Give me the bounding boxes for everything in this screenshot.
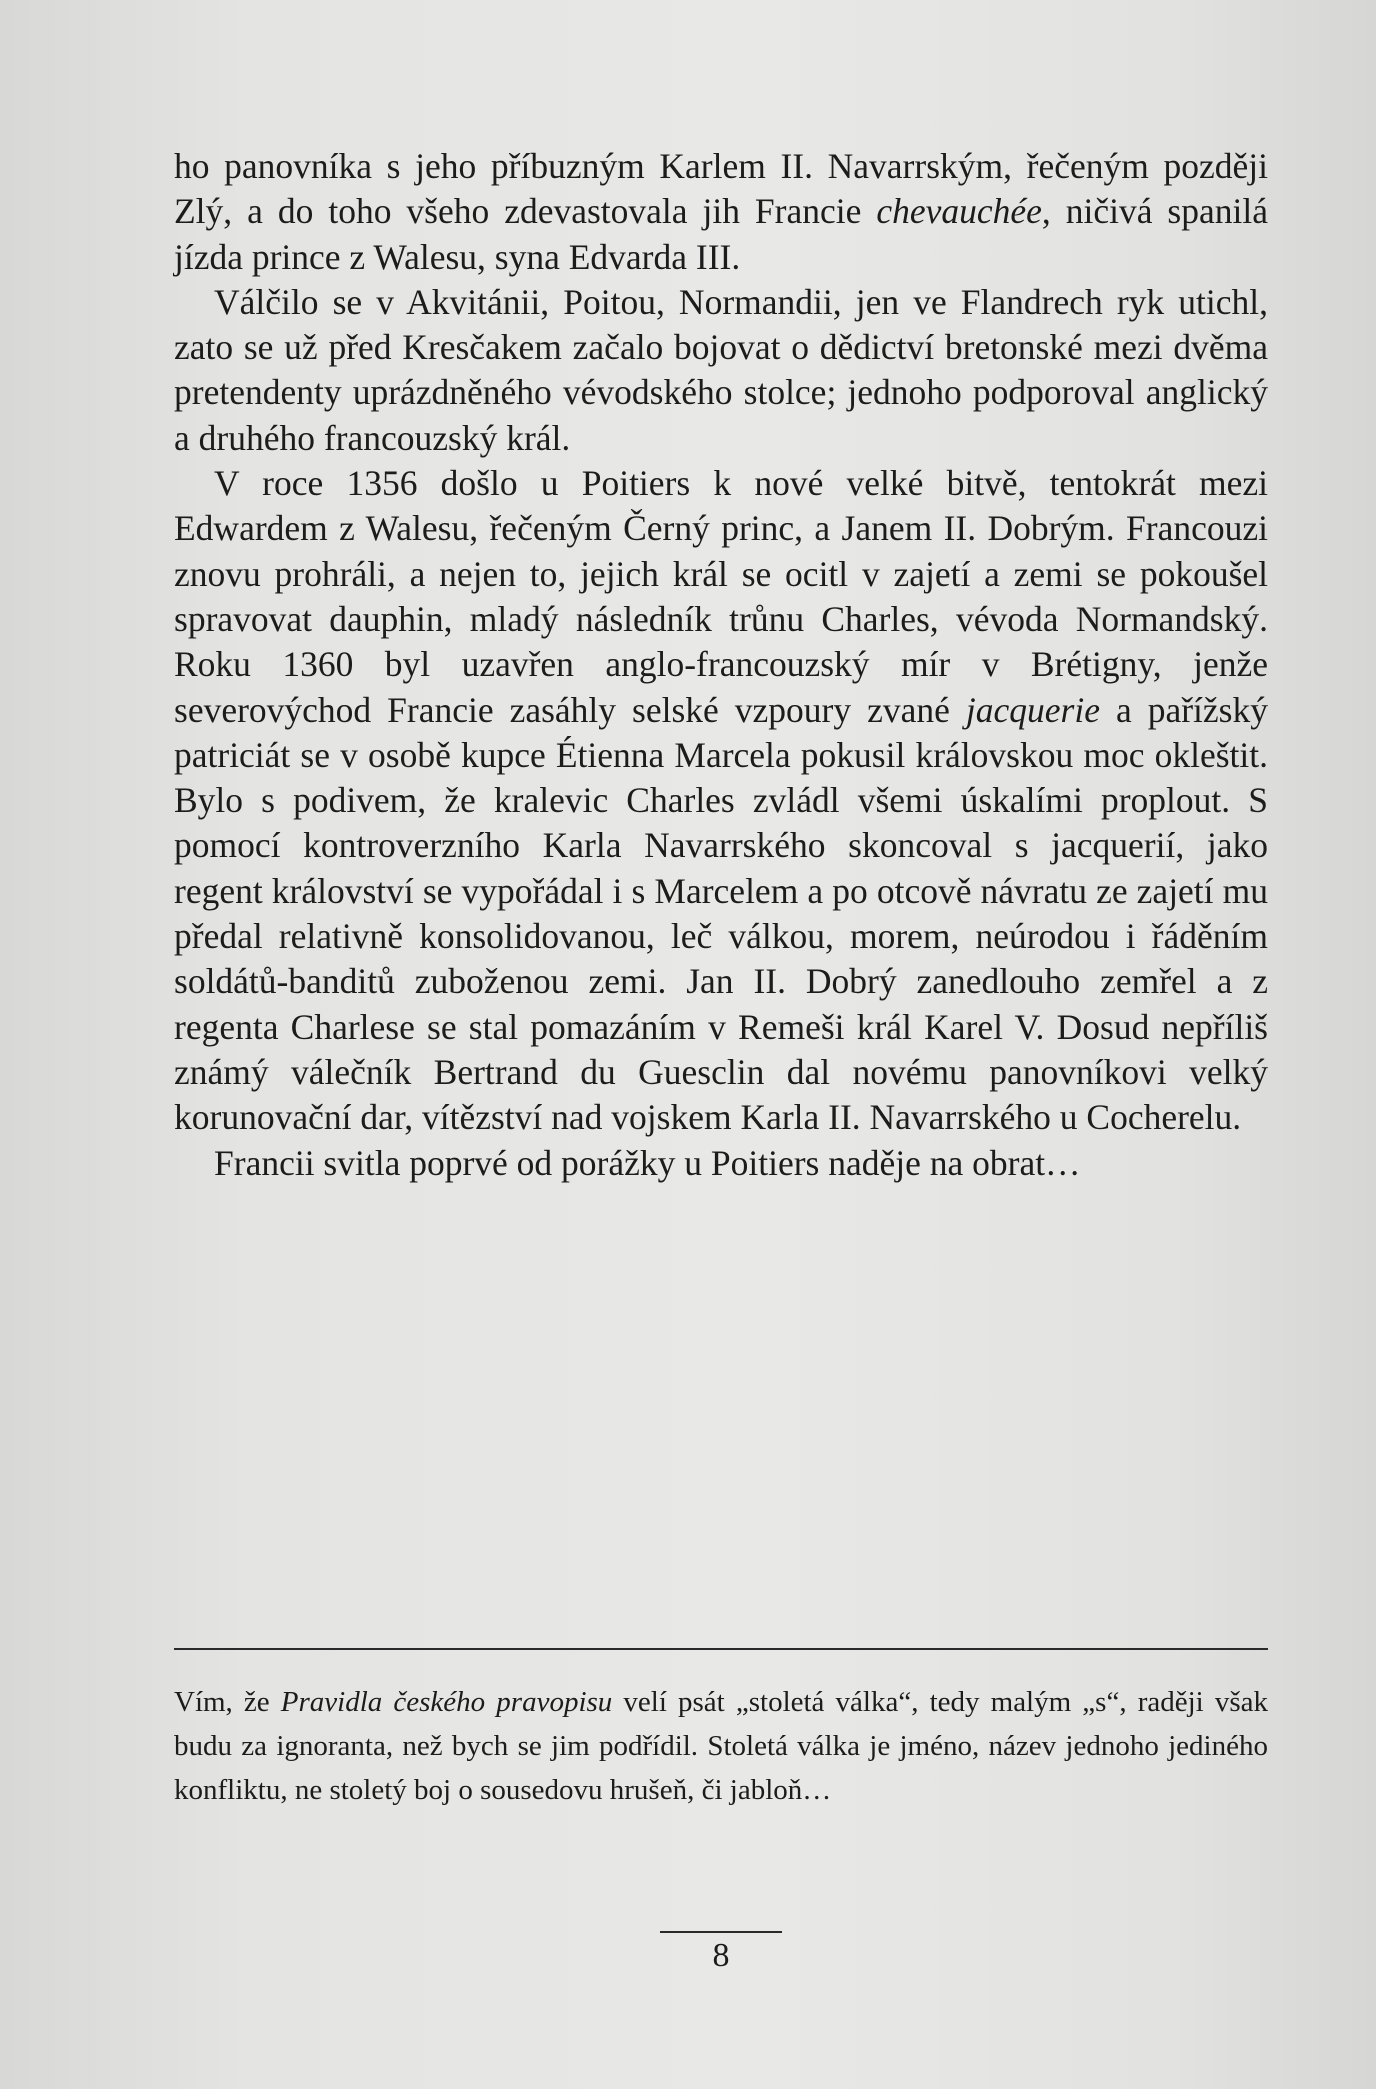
footnote-italic-title: Pravidla českého pravopisu (280, 1686, 613, 1718)
footnote (174, 1680, 1268, 1812)
footnote-text-b: velí psát „stoletá válka“, tedy malým „s“, raději však budu za ignoranta, než bych se jim podřídil. Stoletá válka je jméno, název jednoho jediného konfliktu, ne stoletý boj o sousedovu hrušeň, či jabloň… (174, 1686, 1268, 1806)
paragraph-1-text-a: ho panovníka s jeho příbuzným Karlem II. Navarrským, řečeným později Zlý, a do toho všeho zdevastovala jih Francie (174, 146, 1268, 232)
paragraph-3-italic-term: jacquerie (965, 689, 1100, 730)
footnote-separator (174, 1648, 1268, 1650)
paragraph-2: Válčilo se v Akvitánii, Poitou, Normandii, jen ve Flandrech ryk utichl, zato se už před Kresčakem začalo bojovat o dědictví bretonské mezi dvěma pretendenty uprázdněného vévodského stolce; jednoho podporoval anglický a druhého francouzský král. (174, 281, 1268, 458)
footnote-paragraph (174, 1680, 1268, 1812)
page-number-rule (660, 1931, 782, 1933)
paragraph-4: Francii svitla poprvé od porážky u Poitiers naděje na obrat… (214, 1142, 1081, 1183)
page-number: 8 (712, 1937, 730, 1974)
paragraph-1-text-b: , ničivá spanilá jízda prince z Walesu, syna Edvarda III. (174, 191, 1268, 277)
paragraph-1 (174, 144, 1268, 280)
paragraph-1-italic-term: chevauchée (876, 191, 1042, 232)
paragraph-3-text-b: a pařížský patriciát se v osobě kupce Étienna Marcela pokusil královskou moc okleštit. Bylo s podivem, že kralevic Charles zvládl všemi úskalími proplout. S pomocí kontroverzního Karla Navarrského skoncoval s jacquerií, jako regent království se vypořádal i s Marcelem a po otcově návratu ze zajetí mu předal relativně konsolidovanou, leč válkou, morem, neúrodou i řáděním soldátů-banditů zuboženou zemi. Jan II. Dobrý zanedlouho zemřel a z regenta Charlese se stal pomazáním v Remeši král Karel V. Dosud nepříliš známý válečník Bertrand du Guesclin dal novému panovníkovi velký korunovační dar, vítězství nad vojskem Karla II. Navarrského u Cocherelu. (174, 689, 1268, 1138)
paragraph-3 (174, 461, 1268, 1140)
main-text (174, 144, 1268, 1186)
paragraph-3-text-a: V roce 1356 došlo u Poitiers k nové velké bitvě, tentokrát mezi Edwardem z Walesu, řečeným Černý princ, a Janem II. Dobrým. Francouzi znovu prohráli, a nejen to, jejich král se ocitl v zajetí a zemi se pokoušel spravovat dauphin, mladý následník trůnu Charles, vévoda Normandský. Roku 1360 byl uzavřen anglo-francouzský mír v Brétigny, jenže severovýchod Francie zasáhly selské vzpoury zvané (174, 463, 1268, 730)
footnote-text-a: Vím, že (174, 1686, 281, 1718)
